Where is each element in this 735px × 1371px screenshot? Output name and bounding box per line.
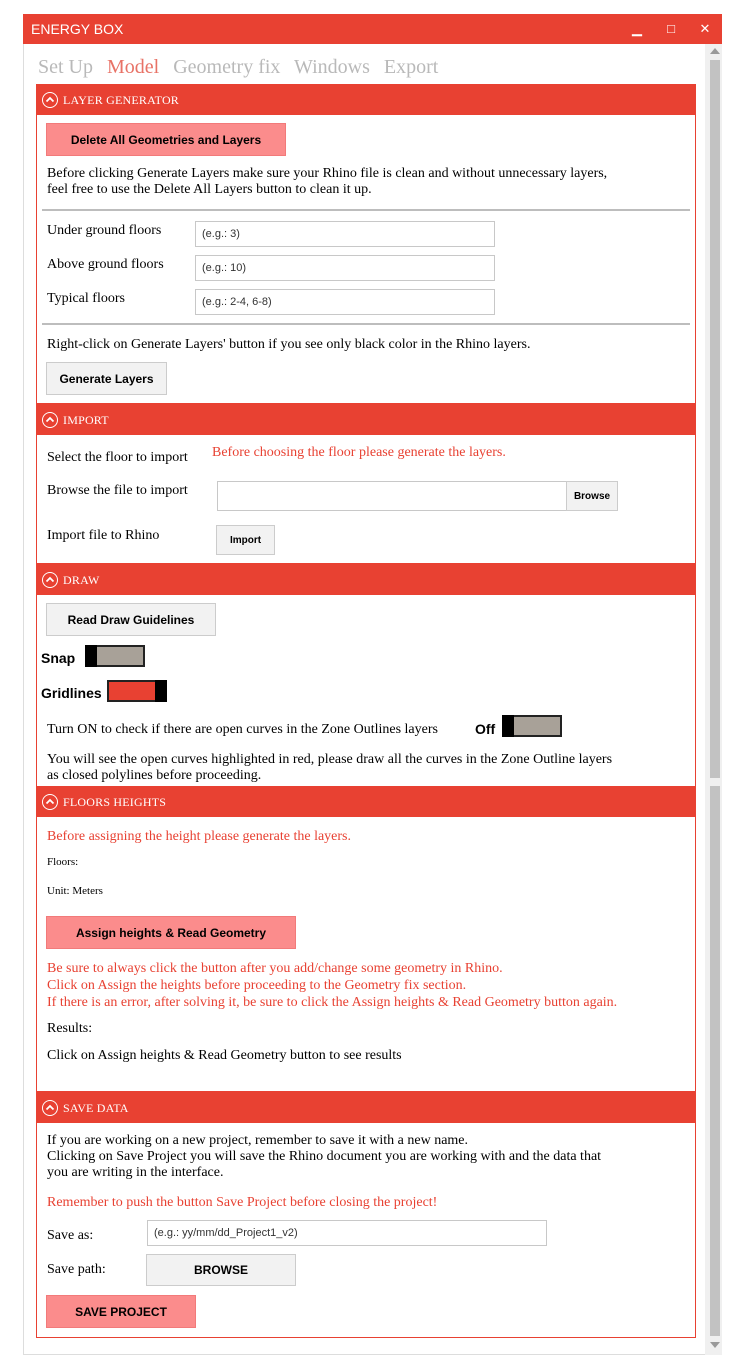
above-ground-label: Above ground floors <box>47 257 164 272</box>
save-path-label: Save path: <box>47 1262 106 1277</box>
tab-model[interactable]: Model <box>107 56 160 78</box>
collapse-icon[interactable] <box>42 92 58 108</box>
snap-label: Snap <box>41 650 76 666</box>
open-curves-label: Turn ON to check if there are open curves in the Zone Outlines layers <box>47 722 438 737</box>
open-curves-state: Off <box>475 721 496 737</box>
tab-geometry-fix[interactable]: Geometry fix <box>173 56 281 78</box>
save-line2: Clicking on Save Project you will save the Rhino document you are working with and the data that <box>47 1149 602 1164</box>
typical-floors-input[interactable]: (e.g.: 2-4, 6-8) <box>195 289 495 315</box>
layer-generator-header[interactable] <box>37 85 695 115</box>
select-floor-warning: Before choosing the floor please generate the layers. <box>212 445 506 460</box>
under-ground-label: Under ground floors <box>47 223 162 238</box>
section-title: DRAW <box>63 573 100 587</box>
typical-floors-label: Typical floors <box>47 291 125 306</box>
section-title: FLOORS HEIGHTS <box>63 795 167 809</box>
maximize-icon[interactable]: □ <box>667 21 675 36</box>
read-draw-guidelines-button[interactable]: Read Draw Guidelines <box>46 603 216 636</box>
section-title: LAYER GENERATOR <box>63 93 180 107</box>
save-reminder: Remember to push the button Save Project before closing the project! <box>47 1195 438 1210</box>
tab-windows[interactable]: Windows <box>294 56 370 78</box>
under-ground-input[interactable]: (e.g.: 3) <box>195 221 495 247</box>
draw-header[interactable] <box>37 565 695 595</box>
browse-file-input[interactable] <box>217 481 567 511</box>
tab-export[interactable]: Export <box>383 56 439 78</box>
collapse-icon[interactable] <box>42 1100 58 1116</box>
note-line2: feel free to use the Delete All Layers button to clean it up. <box>47 182 372 197</box>
scroll-thumb[interactable] <box>710 786 720 1336</box>
window-title: ENERGY BOX <box>31 21 124 37</box>
section-title: IMPORT <box>63 413 109 427</box>
tab-bar <box>38 56 447 79</box>
collapse-icon[interactable] <box>42 412 58 428</box>
browse-file-label: Browse the file to import <box>47 483 188 498</box>
save-as-input[interactable]: (e.g.: yy/mm/dd_Project1_v2) <box>147 1220 547 1246</box>
floors-label: Floors: <box>47 856 79 868</box>
results-note: Click on Assign heights & Read Geometry button to see results <box>47 1048 402 1063</box>
right-click-note: Right-click on Generate Layers' button if you see only black color in the Rhino layers. <box>47 337 531 352</box>
minimize-icon[interactable]: ▁ <box>632 21 642 36</box>
tab-setup[interactable]: Set Up <box>38 56 93 78</box>
title-bar <box>23 14 722 44</box>
above-ground-input[interactable]: (e.g.: 10) <box>195 255 495 281</box>
scroll-up-icon[interactable] <box>710 48 720 54</box>
import-label: Import file to Rhino <box>47 528 160 543</box>
assign-note-3: If there is an error, after solving it, be sure to click the Assign heights & Read Geometry button again. <box>47 995 618 1010</box>
collapse-icon[interactable] <box>42 794 58 810</box>
delete-all-button[interactable]: Delete All Geometries and Layers <box>46 123 286 156</box>
save-line3: you are writing in the interface. <box>47 1165 224 1180</box>
generate-layers-button[interactable]: Generate Layers <box>46 362 167 395</box>
draw-note-line2: as closed polylines before proceeding. <box>47 768 262 783</box>
snap-toggle[interactable] <box>85 645 145 667</box>
scroll-thumb[interactable] <box>710 60 720 778</box>
import-button[interactable]: Import <box>216 525 275 555</box>
floors-heights-header[interactable] <box>37 787 695 817</box>
floors-warning: Before assigning the height please generate the layers. <box>47 829 351 844</box>
import-header[interactable] <box>37 405 695 435</box>
results-label: Results: <box>47 1021 93 1036</box>
floors-heights-panel <box>36 786 696 1092</box>
save-path-browse-button[interactable]: BROWSE <box>146 1254 296 1286</box>
import-panel <box>36 404 696 564</box>
save-line1: If you are working on a new project, remember to save it with a new name. <box>47 1133 469 1148</box>
scroll-down-icon[interactable] <box>710 1342 720 1348</box>
gridlines-label: Gridlines <box>41 685 102 701</box>
assign-note-2: Click on Assign the heights before proceeding to the Geometry fix section. <box>47 978 467 993</box>
collapse-icon[interactable] <box>42 572 58 588</box>
divider <box>42 209 690 211</box>
unit-label: Unit: Meters <box>47 885 103 897</box>
assign-note-1: Be sure to always click the button after you add/change some geometry in Rhino. <box>47 961 503 976</box>
close-icon[interactable]: ✕ <box>699 21 711 36</box>
divider <box>42 323 690 325</box>
vertical-scrollbar[interactable] <box>705 44 722 1355</box>
gridlines-toggle[interactable] <box>107 680 167 702</box>
note-line1: Before clicking Generate Layers make sure your Rhino file is clean and without unnecessary layers, <box>47 166 608 181</box>
select-floor-label: Select the floor to import <box>47 450 188 465</box>
browse-file-button[interactable]: Browse <box>566 481 618 511</box>
section-title: SAVE DATA <box>63 1101 129 1115</box>
open-curves-toggle[interactable] <box>502 715 562 737</box>
save-project-button[interactable]: SAVE PROJECT <box>46 1295 196 1328</box>
save-as-label: Save as: <box>47 1228 94 1243</box>
layer-generator-panel <box>36 84 696 404</box>
assign-heights-button[interactable]: Assign heights & Read Geometry <box>46 916 296 949</box>
save-data-panel <box>36 1092 696 1338</box>
draw-note-line1: You will see the open curves highlighted in red, please draw all the curves in the Zone Outline layers <box>47 752 613 767</box>
save-data-header[interactable] <box>37 1093 695 1123</box>
